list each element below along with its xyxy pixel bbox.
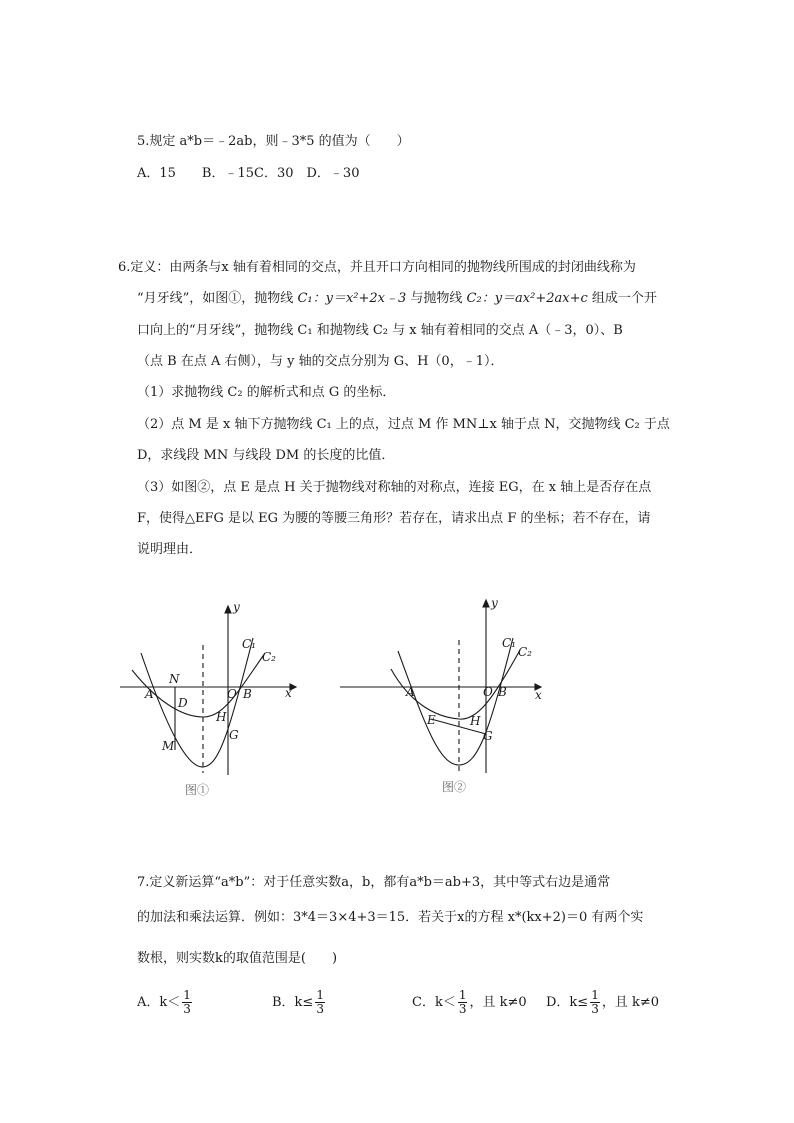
fig2-label-g: G: [483, 729, 493, 743]
fig1-label-d: D: [178, 696, 188, 710]
q6-line-4: （点 B 在点 A 右侧），与 y 轴的交点分别为 G、H（0，﹣1）．: [137, 354, 504, 369]
fig2-label-e: E: [427, 713, 436, 727]
fig2-label-c1: C₁: [502, 636, 516, 650]
q6-part-1: （1）求抛物线 C₂ 的解析式和点 G 的坐标．: [137, 385, 396, 400]
q7-option-a-text: A．k＜: [137, 995, 181, 1010]
fig1-caption: 图①: [185, 783, 210, 797]
q6-line-1: 6.定义：由两条与x 轴有着相同的交点，并且开口方向相同的抛物线所围成的封闭曲线称为: [118, 260, 636, 275]
q6-line-3: 口向上的“月牙线”，抛物线 C₁ 和抛物线 C₂ 与 x 轴有着相同的交点 A（﹣3，0）、B: [137, 323, 623, 338]
q6-line-10: 说明理由．: [137, 542, 203, 557]
curve-c2: [398, 638, 513, 765]
curve-c1: [141, 638, 253, 767]
q5-stem: 5.规定 a*b＝﹣2ab，则﹣3*5 的值为（ ）: [137, 134, 410, 149]
q7-option-a: [137, 989, 194, 1016]
fig1-label-b: B: [243, 687, 252, 701]
fig1-label-x: x: [285, 686, 292, 700]
q6-line-7: D，求线段 MN 与线段 DM 的长度的比值．: [137, 448, 395, 463]
fig1-label-c2: C₂: [262, 650, 276, 664]
fig1-label-m: M: [162, 739, 175, 753]
frac-den: 3: [316, 1002, 324, 1016]
q7-option-b: [272, 989, 327, 1016]
fig1-label-h: H: [216, 710, 227, 724]
frac-num: 1: [183, 988, 191, 1002]
q7-option-c-text: C．k＜: [412, 995, 456, 1010]
c1-equation: C₁：y＝x²+2x﹣3: [297, 291, 407, 306]
y-axis-arrow: [225, 606, 231, 613]
fig2-label-h: H: [470, 714, 481, 728]
q7-option-d-suffix: ，且 k≠0: [601, 995, 660, 1010]
q6-line-2a: “月牙线”，如图①，抛物线: [137, 291, 294, 306]
q6-line-2: [137, 290, 657, 308]
c2-equation: C₂：y＝ax²+2ax+c: [466, 291, 588, 306]
q7-line-1: 7.定义新运算“a*b”：对于任意实数a，b，都有a*b＝ab+3，其中等式右边是通常: [137, 875, 611, 890]
q7-option-d: [546, 989, 659, 1016]
fraction-one-third: [182, 989, 192, 1016]
frac-num: 1: [316, 988, 324, 1002]
figure-1: [115, 595, 315, 805]
fig1-label-y: y: [233, 600, 240, 614]
frac-den: 3: [183, 1002, 191, 1016]
figure-2: [335, 595, 550, 805]
fraction-one-third: [590, 989, 600, 1016]
q7-line-2: 的加法和乘法运算．例如：3*4＝3×4+3＝15．若关于x的方程 x*(kx+2)＝0 有两个实: [137, 910, 644, 925]
q7-option-c-suffix: ，且 k≠0: [469, 995, 527, 1010]
fraction-one-third: [315, 989, 325, 1016]
fig2-label-b: B: [498, 685, 507, 699]
q7-option-b-text: B．k≤: [272, 995, 314, 1010]
fig1-label-o: O: [227, 687, 237, 701]
fig1-label-a: A: [145, 687, 154, 701]
fig1-label-c1: C₁: [242, 637, 256, 651]
q5-options: A．15 B．﹣15C．30 D．﹣30: [137, 166, 360, 181]
q6-part-2: （2）点 M 是 x 轴下方抛物线 C₁ 上的点，过点 M 作 MN⊥x 轴于点 N，交抛物线 C₂ 于点: [137, 417, 670, 432]
fraction-one-third: [458, 989, 468, 1016]
fig1-label-g: G: [229, 728, 239, 742]
q7-option-d-text: D．k≤: [546, 995, 589, 1010]
q6-line-2b: 与抛物线: [410, 291, 463, 306]
fig2-label-y: y: [491, 596, 498, 610]
q6-part-3: （3）如图②，点 E 是点 H 关于抛物线对称轴的对称点，连接 EG，在 x 轴上是否存在点: [137, 480, 652, 495]
q6-line-9: F，使得△EFG 是以 EG 为腰的等腰三角形？若存在，请求出点 F 的坐标；若不存在，请: [137, 511, 651, 526]
fig1-label-n: N: [169, 672, 180, 686]
fig2-label-x: x: [535, 688, 542, 702]
fig2-label-o: O: [483, 685, 493, 699]
fig2-label-a: A: [406, 685, 415, 699]
q7-option-c: [412, 989, 527, 1016]
frac-den: 3: [591, 1002, 599, 1016]
fig2-label-c2: C₂: [518, 645, 532, 659]
y-axis-arrow: [483, 600, 489, 607]
q6-line-2c: 组成一个开: [591, 291, 657, 306]
frac-den: 3: [458, 1002, 467, 1016]
q7-line-3: 数根，则实数k的取值范围是( ): [137, 951, 338, 966]
frac-num: 1: [591, 988, 599, 1002]
frac-num: 1: [458, 988, 467, 1002]
fig2-caption: 图②: [442, 780, 467, 794]
